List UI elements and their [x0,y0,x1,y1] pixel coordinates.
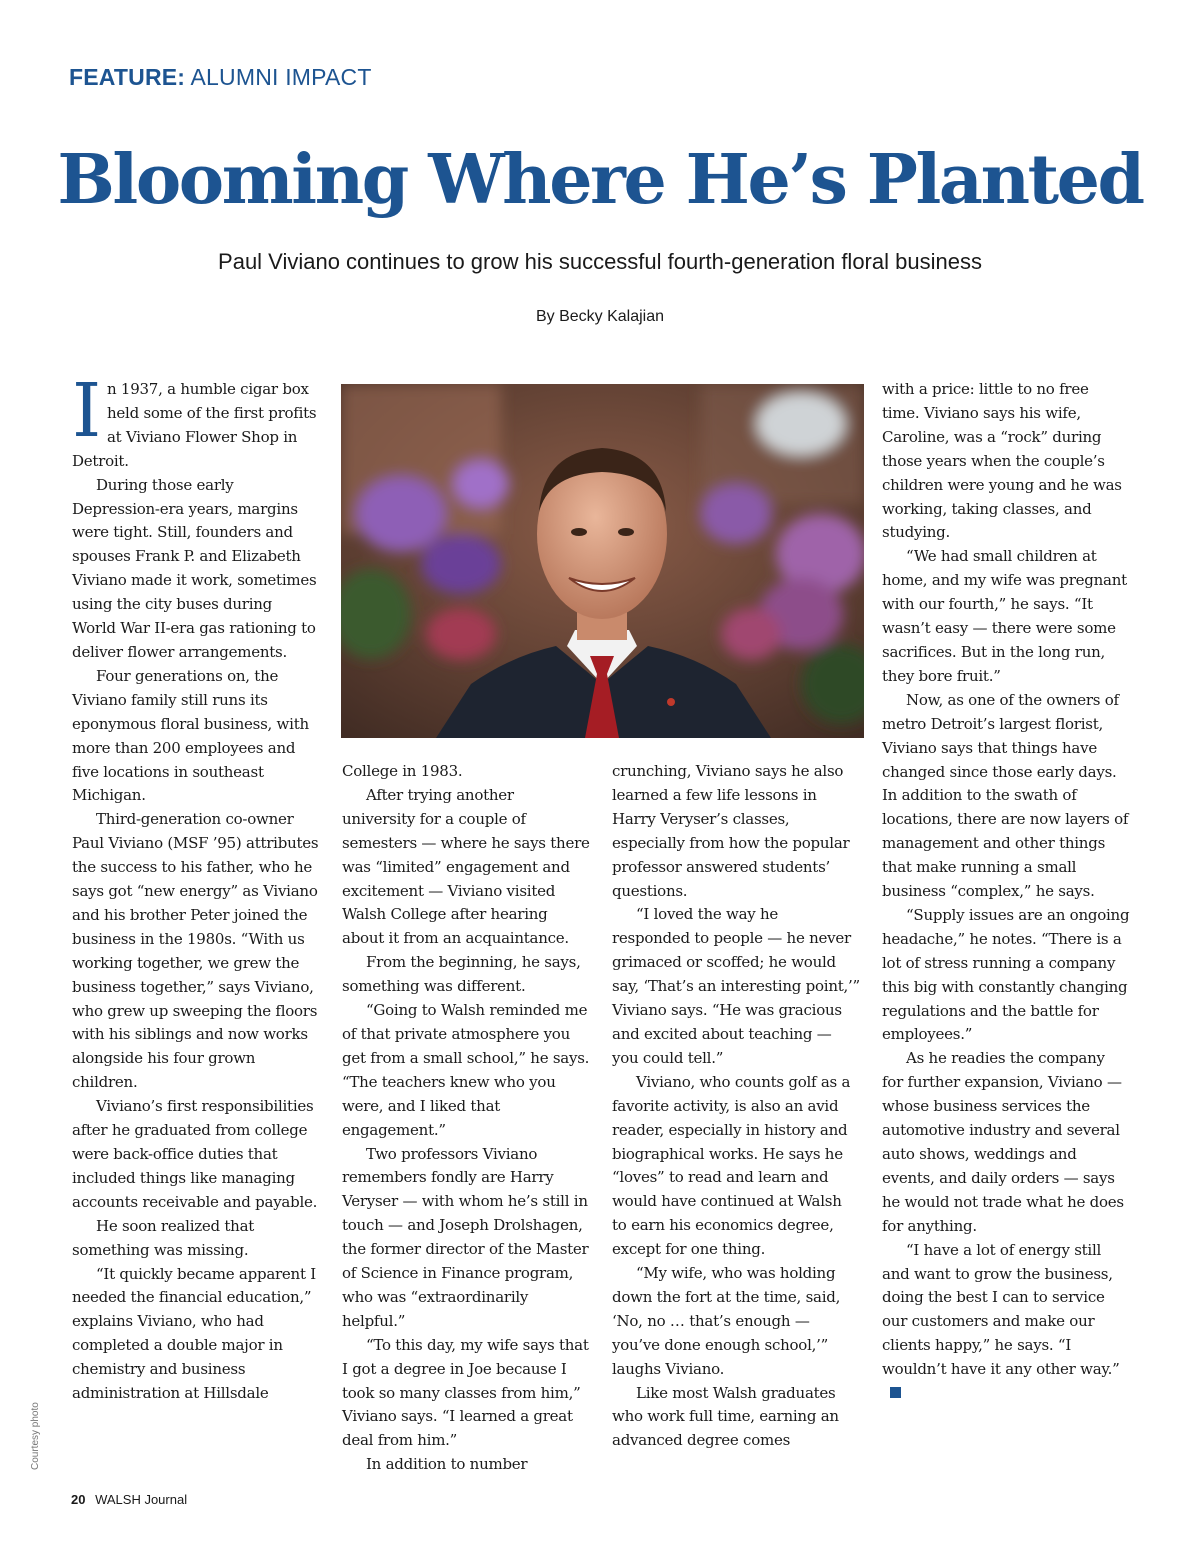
article-column-3 [612,760,860,1453]
article-byline: By Becky Kalajian [535,308,665,325]
paragraph: Third-generation co-owner Paul Viviano (MSF ’95) attributes the success to his father, who he says got “new energy” as Viviano and his brother Peter joined the business in the 1980s. “With us working together, we grew the business together,” says Viviano, who grew up sweeping the floors with his siblings and now works alongside his four grown children. [72,810,319,1092]
article-column-4 [882,378,1130,1406]
page-footer [71,1492,187,1507]
paragraph: with a price: little to no free time. Viviano says his wife, Caroline, was a “rock” during those years when the couple’s children were young and he was working, taking classes, and studying. [882,380,1122,542]
paragraph: “I loved the way he responded to people — he never grimaced or scoffed; he would say, ‘That’s an interesting point,’” Viviano says. “He was gracious and excited about teaching — you could tell.” [612,905,860,1067]
paragraph: Viviano, who counts golf as a favorite activity, is also an avid reader, especially in history and biographical works. He says he “loves” to read and learn and would have continued at Walsh to earn his economics degree, except for one thing. [612,1072,851,1259]
paragraph: “Supply issues are an ongoing headache,” he notes. “There is a lot of stress running a company this big with constantly changing regulations and the battle for employees.” [882,905,1130,1044]
kicker-feature: FEATURE: [69,64,186,90]
portrait-illustration [341,384,864,738]
paragraph: After trying another university for a couple of semesters — where he says there was “limited” engagement and excitement — Viviano visited Walsh College after hearing about it from an acquaintance. [342,785,590,948]
paragraph: He soon realized that something was missing. [72,1216,255,1259]
portrait-photo [341,384,864,738]
lead-paragraph [72,368,320,474]
paragraph: “We had small children at home, and my wife was pregnant with our fourth,” he says. “It wasn’t easy — there were some sacrifices. But in the long run, they bore fruit.” [882,547,1127,685]
end-mark-icon [890,1387,901,1398]
paragraph: In addition to number [366,1455,528,1474]
kicker-topic: ALUMNI IMPACT [190,64,372,90]
paragraph: Now, as one of the owners of metro Detroit’s largest florist, Viviano says that things have changed since those early days. In addition to the swath of locations, there are now layers of management and other things that make running a small business “complex,” he says. [882,690,1129,901]
section-kicker [69,64,372,91]
article-column-1 [72,368,320,1406]
article-title: Blooming Where He’s Planted [57,140,1143,220]
paragraph: Viviano’s first responsibilities after he graduated from college were back-office duties that included things like managing accounts receivable and payable. [72,1097,318,1211]
paragraph: Like most Walsh graduates who work full time, earning an advanced degree comes [612,1383,839,1450]
paragraph: “My wife, who was holding down the fort at the time, said, ‘No, no … that’s enough — you’ve done enough school,’” laughs Viviano. [612,1264,841,1378]
paragraph: “To this day, my wife says that I got a degree in Joe because I took so many classes from him,” Viviano says. “I learned a great deal from him.” [342,1335,589,1450]
page-number: 20 [71,1492,86,1507]
paragraph: College in 1983. [342,762,463,780]
paragraph: “Going to Walsh reminded me of that private atmosphere you get from a small school,” he says. “The teachers knew who you were, and I liked that engagement.” [342,1001,590,1139]
publication-name: WALSH Journal [95,1492,188,1507]
lead-text: n 1937, a humble cigar box held some of the first profits at Viviano Flower Shop in Detroit. [72,380,317,470]
final-text: “I have a lot of energy still and want to grow the business, doing the best I can to service our customers and make our clients happy,” he says. “I wouldn’t have it any other way.” [882,1240,1120,1379]
photo-credit: Courtesy photo [30,1402,41,1470]
paragraph: As he readies the company for further expansion, Viviano — whose business services the automotive industry and several auto shows, weddings and events, and daily orders — says he would not trade what he does for anything. [882,1049,1124,1235]
drop-cap: I [72,368,101,454]
paragraph: Four generations on, the Viviano family still runs its eponymous floral business, with more than 200 employees and five locations in southeast Michigan. [72,666,309,805]
paragraph: “It quickly became apparent I needed the financial education,” explains Viviano, who had completed a double major in chemistry and business administration at Hillsdale [72,1264,316,1403]
paragraph: During those early Depression-era years, margins were tight. Still, founders and spouses Frank P. and Elizabeth Viviano made it work, sometimes using the city buses during World War II-era gas rationing to deliver flower arrangements. [72,475,317,661]
final-paragraph [882,1239,1130,1406]
paragraph: From the beginning, he says, something was different. [342,953,581,996]
paragraph: crunching, Viviano says he also learned a few life lessons in Harry Veryser’s classes, especially from how the popular professor answered students’ questions. [612,762,850,900]
article-subtitle: Paul Viviano continues to grow his successful fourth-generation floral business [218,249,982,274]
paragraph: Two professors Viviano remembers fondly are Harry Veryser — with whom he’s still in touch — and Joseph Drolshagen, the former director of the Master of Science in Finance program, who was “extraordinarily helpful.” [342,1144,589,1330]
article-column-2 [342,760,590,1477]
